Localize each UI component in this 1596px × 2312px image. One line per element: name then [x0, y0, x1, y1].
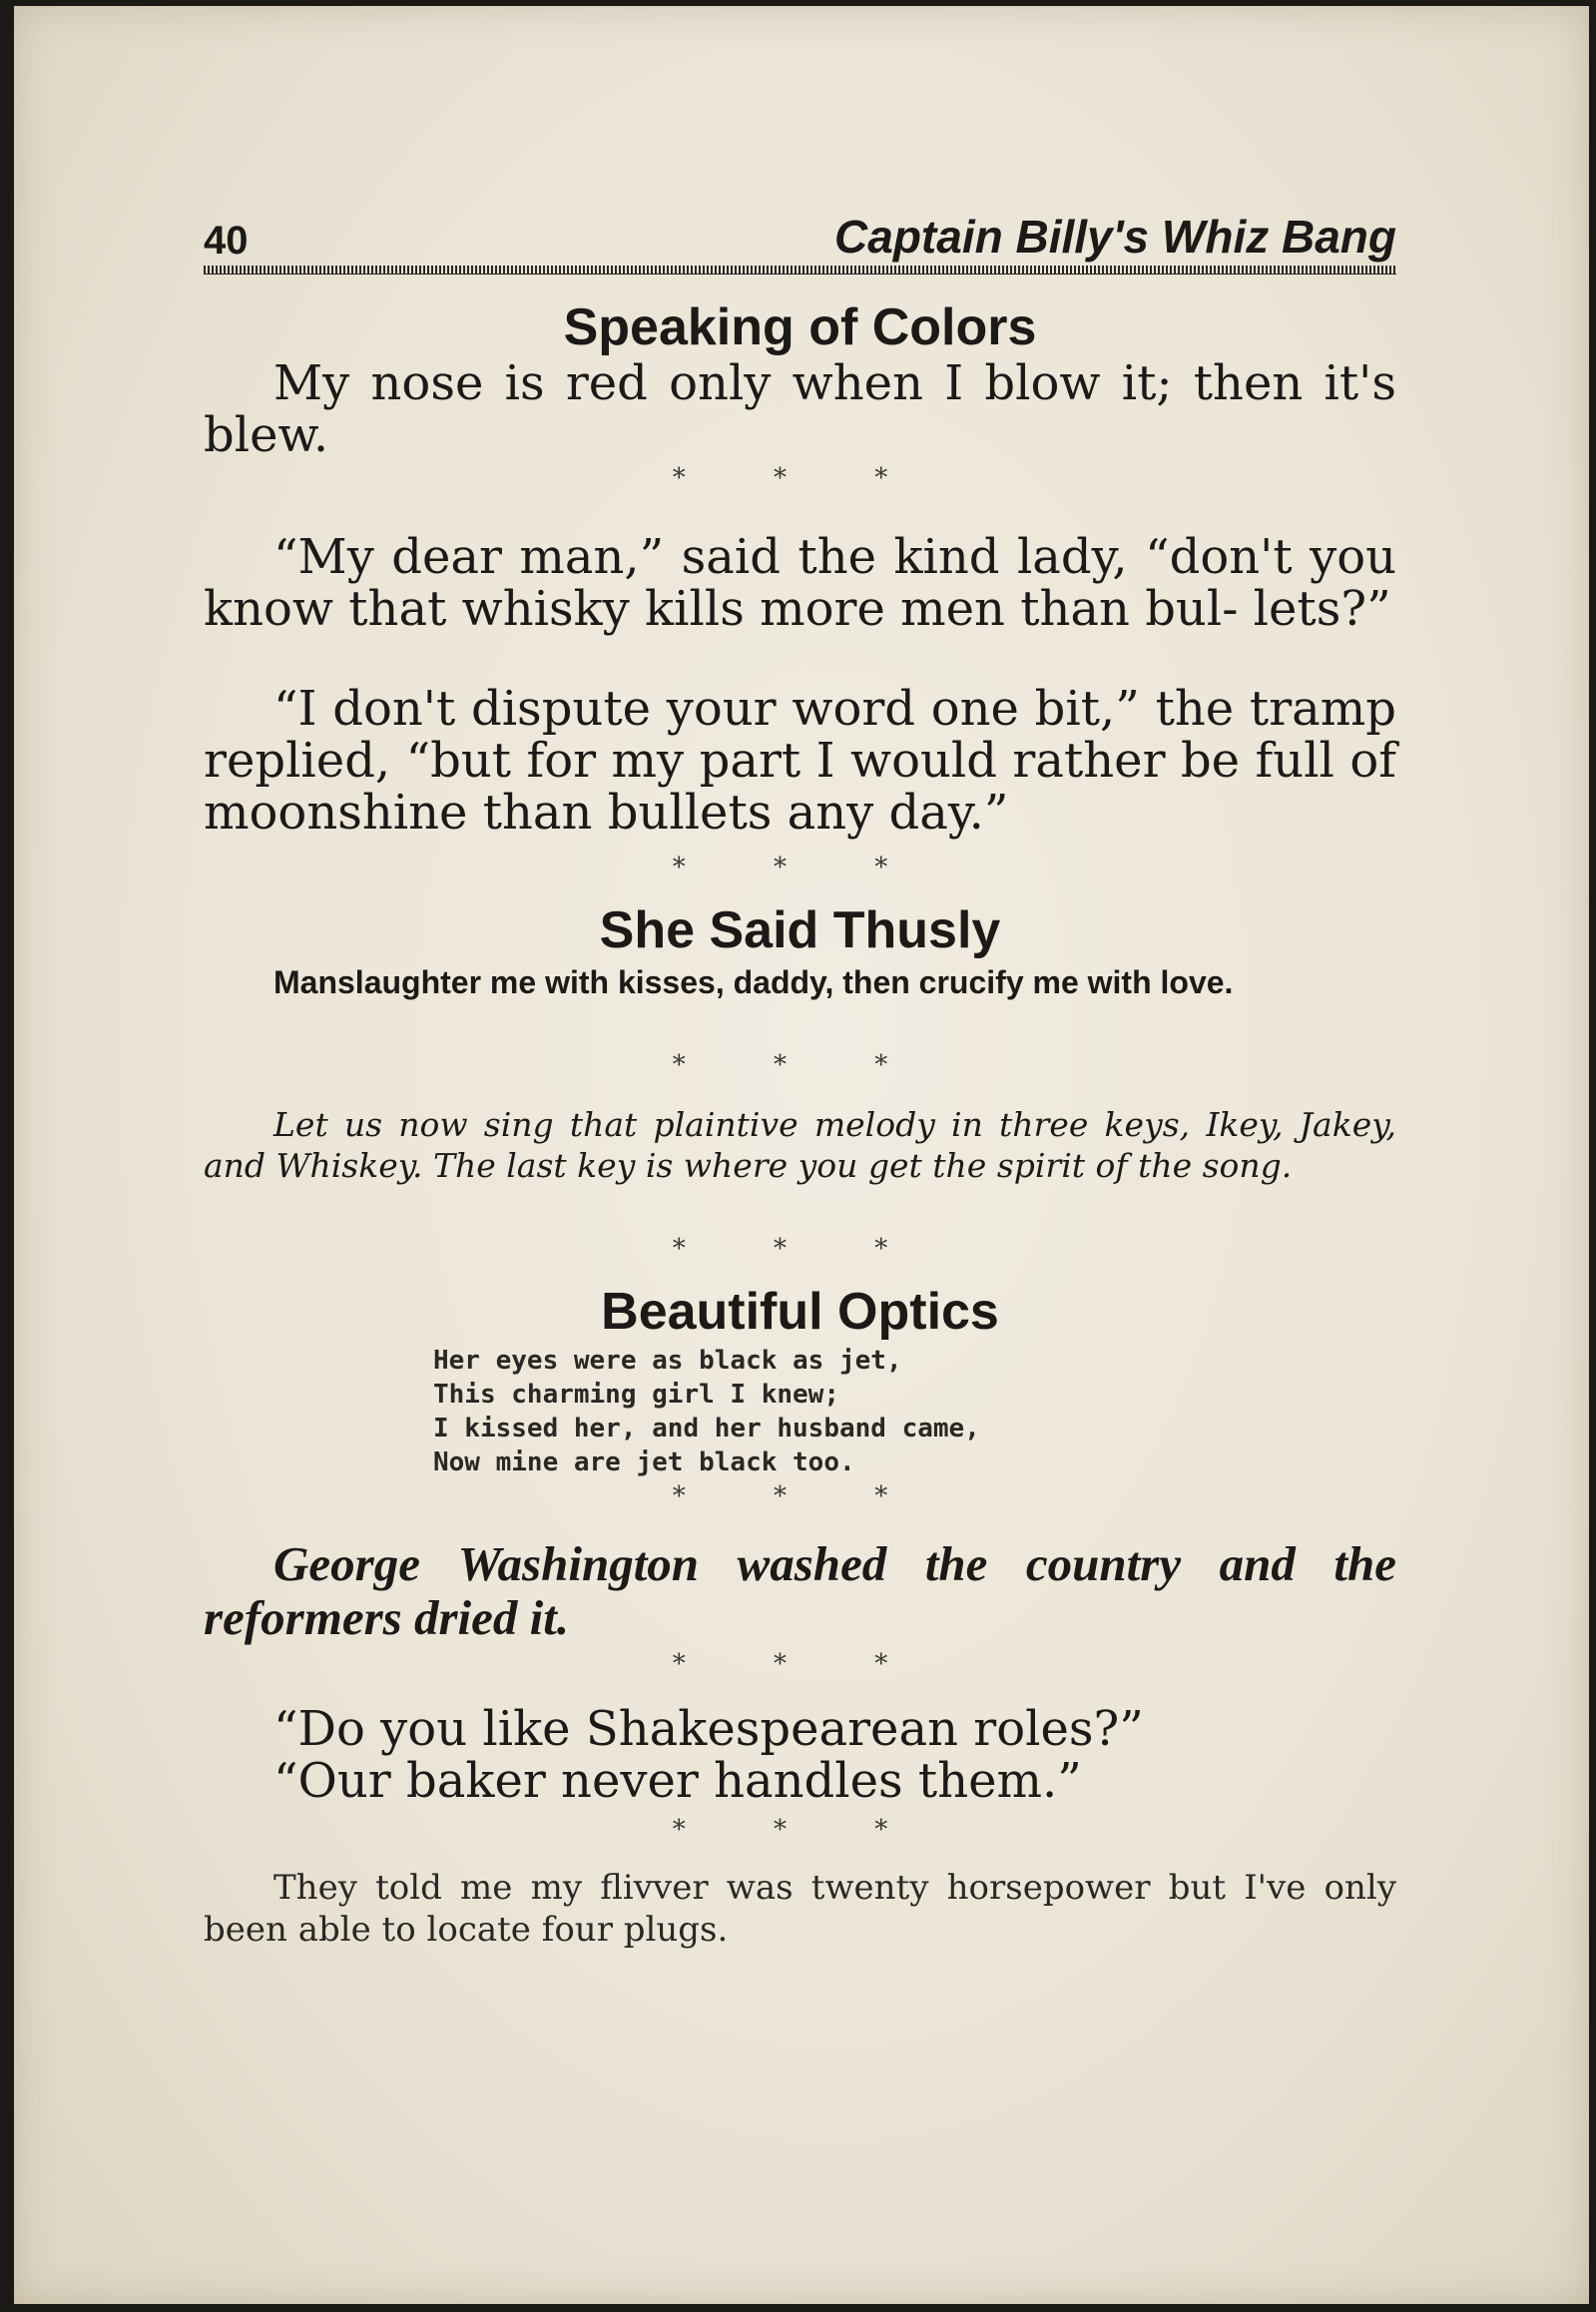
paragraph-whisky-reply: “I don't dispute your word one bit,” the tramp replied, “but for my part I would rather be full of moonshine than bullets any day.”	[204, 681, 1396, 841]
paragraph-shakespeare	[204, 1703, 1396, 1807]
poem-line: This charming girl I knew;	[433, 1380, 839, 1410]
separator-stars: * * *	[672, 1481, 928, 1511]
separator-stars: * * *	[672, 1234, 928, 1264]
header-rule	[204, 266, 1396, 275]
running-head	[204, 202, 1396, 264]
paragraph-george-washington: George Washington washed the country and the reformers dried it.	[204, 1536, 1396, 1645]
poem-line: Her eyes were as black as jet,	[433, 1346, 902, 1376]
poem-beautiful-optics	[433, 1344, 1132, 1479]
separator-stars: * * *	[672, 853, 928, 882]
paragraph-three-keys: Let us now sing that plaintive melody in three keys, Ikey, Jakey, and Whiskey. The last key is where you get the spirit of the song.	[204, 1105, 1396, 1185]
quote-question: “Do you like Shakespearean roles?”	[273, 1701, 1144, 1757]
paragraph-flivver: They told me my flivver was twenty horsepower but I've only been able to locate four plugs.	[204, 1868, 1396, 1950]
separator-stars: * * *	[672, 1050, 928, 1080]
separator-stars: * * *	[672, 1815, 928, 1845]
heading-beautiful-optics: Beautiful Optics	[601, 1283, 999, 1341]
quote-answer: “Our baker never handles them.”	[273, 1753, 1082, 1809]
poem-line: Now mine are jet black too.	[433, 1447, 855, 1477]
paragraph-thusly: Manslaughter me with kisses, daddy, then crucify me with love.	[273, 964, 1234, 1000]
heading-speaking-of-colors: Speaking of Colors	[563, 298, 1037, 356]
heading-she-said-thusly: She Said Thusly	[599, 901, 1001, 959]
paragraph-colors: My nose is red only when I blow it; then it's blew.	[204, 355, 1396, 463]
page-number: 40	[204, 219, 249, 263]
paragraph-whisky-question: “My dear man,” said the kind lady, “don't you know that whisky kills more men than bul- lets?”	[204, 529, 1396, 637]
separator-stars: * * *	[672, 463, 928, 493]
poem-line: I kissed her, and her husband came,	[433, 1414, 980, 1444]
book-page	[14, 6, 1589, 2304]
separator-stars: * * *	[672, 1649, 928, 1679]
book-title: Captain Billy's Whiz Bang	[834, 211, 1396, 263]
